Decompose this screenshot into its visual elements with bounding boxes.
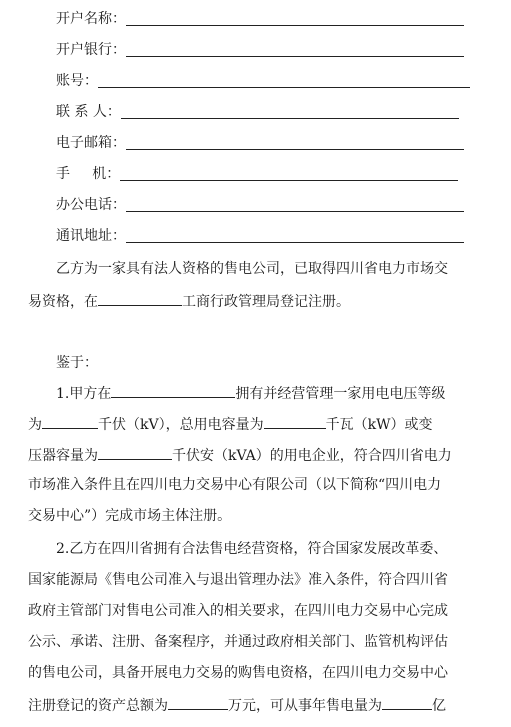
mailing-address-field [56,225,464,245]
mobile-label: 手 机： [56,166,121,182]
clause-2-line-5: 的售电公司，具备开展电力交易的购售电资格，在四川电力交易中心 [28,665,448,681]
clause-1-text-g: 千伏安（kVA）的用电企业，符合四川省电力 [172,448,452,464]
total-assets-blank[interactable] [168,695,228,710]
clause-2-line-6 [28,695,446,715]
clause-1-text-c: 为 [28,417,42,433]
account-name-field [56,8,464,28]
account-number-label: 账号： [56,73,98,89]
office-phone-field [56,194,464,214]
clause-1-line-3 [28,445,452,465]
transformer-capacity-blank[interactable] [98,445,172,460]
party-b-intro-text-b: 工商行政管理局登记注册。 [182,294,350,310]
contact-person-label: 联 系 人： [56,104,121,120]
account-number-input-line[interactable] [98,71,470,88]
office-phone-input-line[interactable] [126,195,464,212]
party-b-intro-text-a: 易资格，在 [28,294,98,310]
bank-name-field [56,39,464,59]
contact-person-field [56,101,459,121]
mobile-field [56,163,458,183]
email-label: 电子邮箱： [56,135,126,151]
clause-2-line-2: 国家能源局《售电公司准入与退出管理办法》准入条件，符合四川省 [28,572,448,588]
mailing-address-input-line[interactable] [126,226,464,243]
contact-person-input-line[interactable] [121,102,459,119]
party-b-intro-line-1: 乙方为一家具有法人资格的售电公司，已取得四川省电力市场交 [56,261,448,277]
annual-sales-blank[interactable] [382,695,432,710]
office-phone-label: 办公电话： [56,197,126,213]
clause-2-text-b: 万元，可从事年售电量为 [228,698,382,714]
account-name-label: 开户名称： [56,11,126,27]
clause-1-line-5: 交易中心”）完成市场主体注册。 [28,508,232,524]
clause-1-line-1 [56,383,445,403]
clause-1-text-a: 1.甲方在 [56,386,112,402]
email-field [56,132,464,152]
clause-2-line-3: 政府主管部门对售电公司准入的相关要求，在四川电力交易中心完成 [28,603,448,619]
bank-name-input-line[interactable] [126,40,464,57]
account-name-input-line[interactable] [126,9,464,26]
bank-name-label: 开户银行： [56,42,126,58]
whereas-heading: 鉴于： [56,355,98,371]
party-a-location-blank[interactable] [111,383,235,398]
clause-1-text-d: 千伏（kV），总用电容量为 [98,417,264,433]
clause-1-text-f: 压器容量为 [28,448,98,464]
mailing-address-label: 通讯地址： [56,228,126,244]
clause-1-line-4: 市场准入条件且在四川电力交易中心有限公司（以下简称“四川电力 [28,477,442,493]
total-capacity-blank[interactable] [264,414,326,429]
clause-1-line-2 [28,414,432,434]
clause-1-text-b: 拥有并经营管理一家用电电压等级 [235,386,446,402]
clause-2-line-1: 2.乙方在四川省拥有合法售电经营资格，符合国家发展改革委、 [56,541,448,557]
mobile-input-line[interactable] [120,164,458,181]
voltage-level-blank[interactable] [42,414,98,429]
email-input-line[interactable] [126,133,464,150]
registration-bureau-blank[interactable] [98,291,182,306]
clause-2-line-4: 公示、承诺、注册、备案程序，并通过政府相关部门、监管机构评估 [28,634,448,650]
clause-2-text-c: 亿 [432,698,446,714]
clause-1-text-e: 千瓦（kW）或变 [325,417,433,433]
account-number-field [56,70,470,90]
clause-2-text-a: 注册登记的资产总额为 [28,698,168,714]
party-b-intro-line-2 [28,291,350,311]
